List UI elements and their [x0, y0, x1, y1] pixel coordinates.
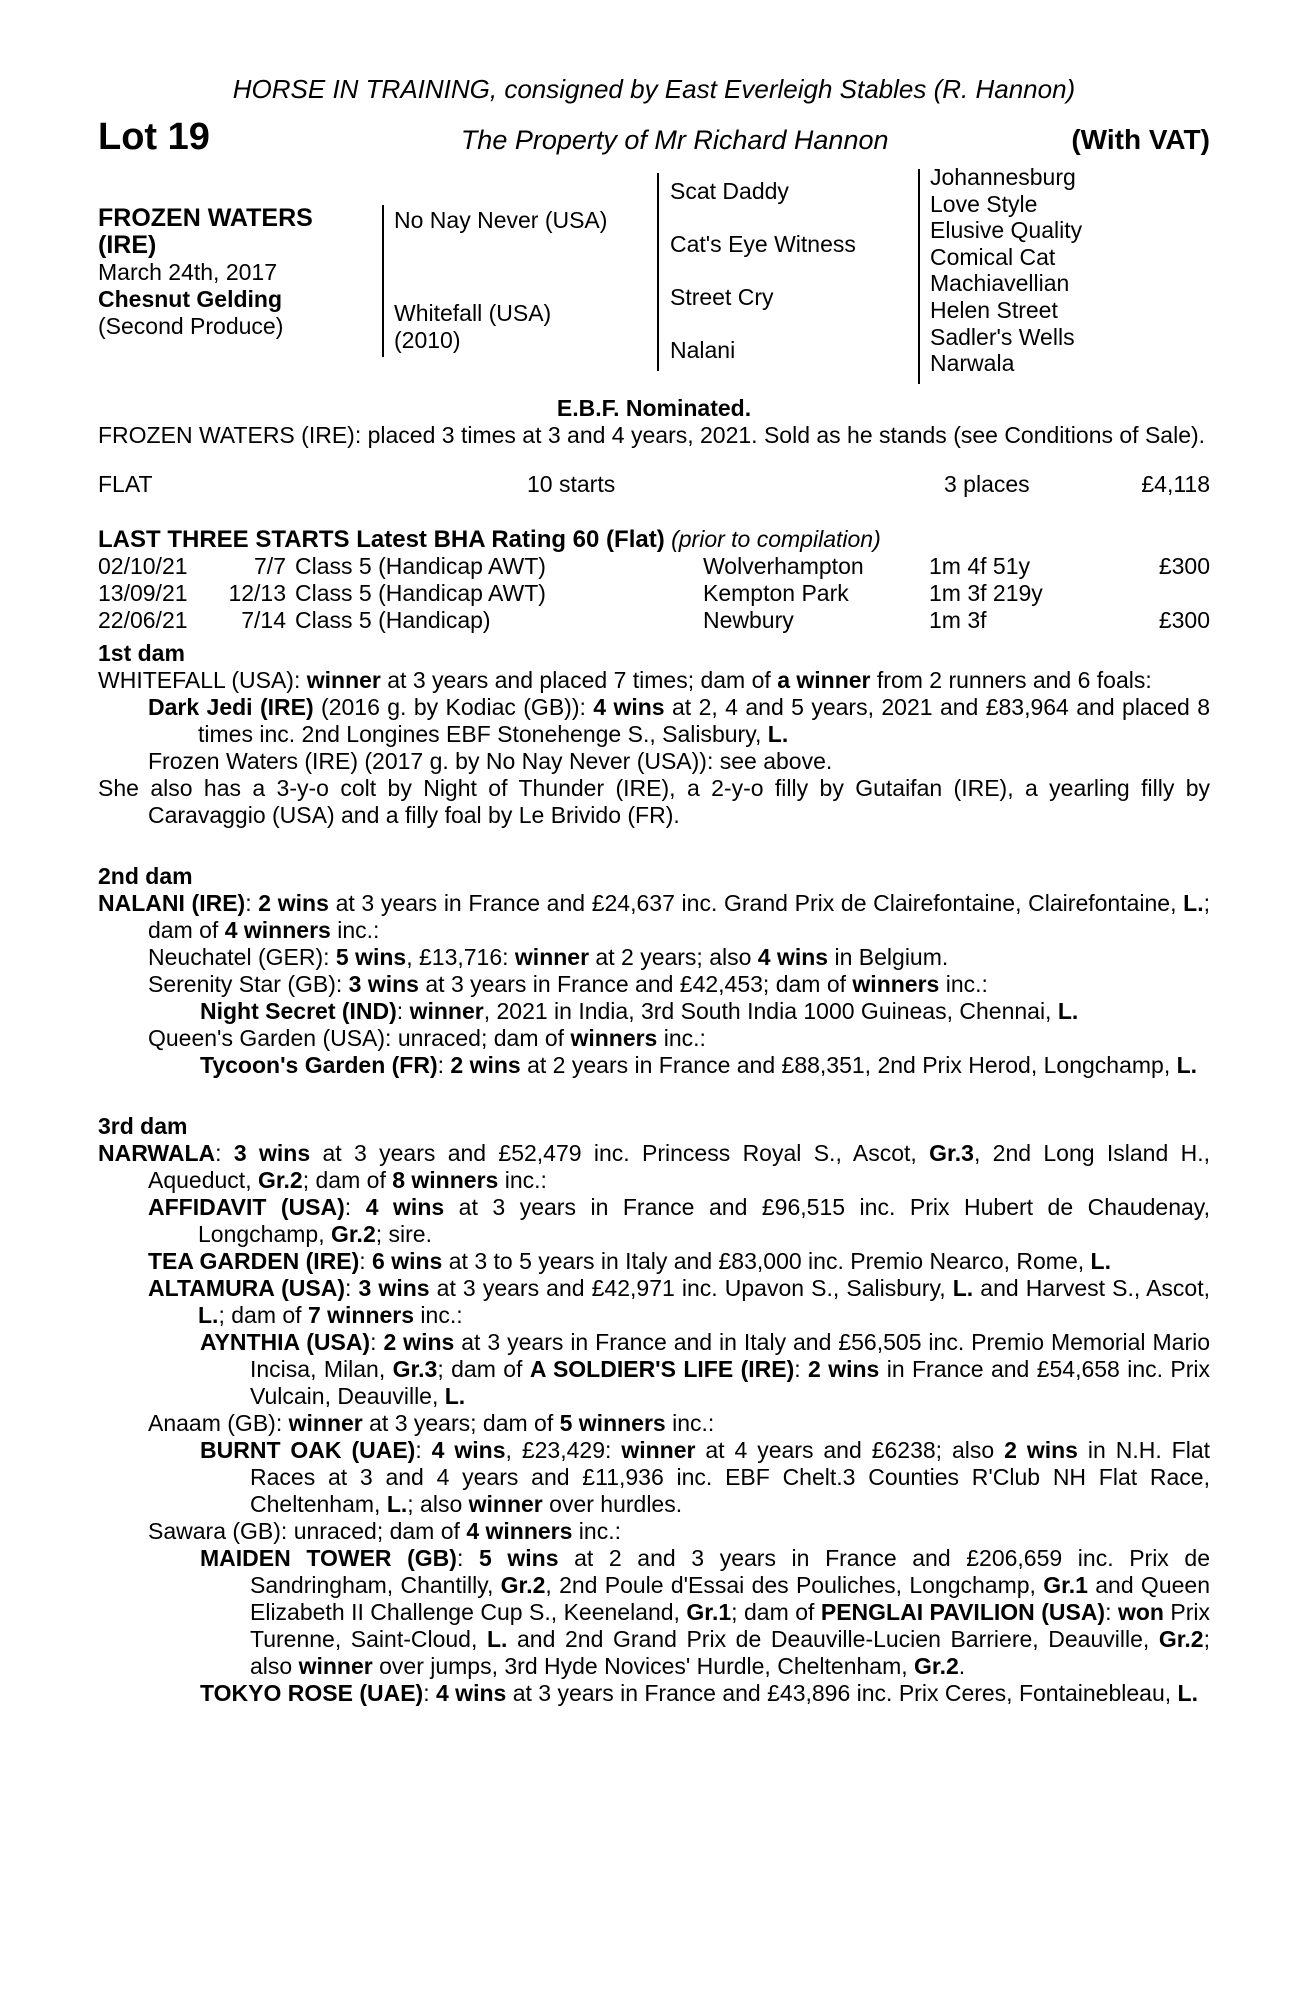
- dam-name: Whitefall (USA) (2010): [394, 300, 552, 353]
- text-run: Neuchatel (GER):: [148, 944, 336, 970]
- bold-text-run: AFFIDAVIT (USA): [148, 1194, 345, 1220]
- text-run: at 3 years and placed 7 times; dam of: [380, 667, 778, 693]
- bold-text-run: TOKYO ROSE (UAE): [200, 1680, 424, 1706]
- text-run: at 2 years; also: [589, 944, 758, 970]
- text-run: ; dam of: [437, 1356, 530, 1382]
- text-run: :: [396, 998, 410, 1024]
- text-run: in Belgium.: [828, 944, 949, 970]
- ebf-nominated-line: E.B.F. Nominated.: [556, 395, 752, 421]
- pedigree-paragraph: [98, 1248, 1210, 1275]
- bold-text-run: 5 winners: [559, 1410, 666, 1436]
- bold-text-run: NALANI (IRE): [98, 890, 246, 916]
- text-run: She also has a 3-y-o colt by Night of Thunder (IRE), a 2-y-o filly by Gutaifan (IRE), a yearling filly by Caravaggio (USA) and a filly foal by Le Brivido (FR).: [98, 775, 1210, 828]
- text-run: :: [423, 1680, 436, 1706]
- pedigree-paragraph: [98, 1194, 1210, 1248]
- bold-text-run: L.: [1090, 1248, 1111, 1274]
- record-type: FLAT: [98, 471, 153, 497]
- flat-record-row: [98, 471, 1210, 498]
- race-date: 02/10/21: [98, 553, 188, 579]
- sex-description: Chesnut Gelding: [98, 286, 282, 312]
- race-date: 13/09/21: [98, 580, 188, 606]
- bold-text-run: A SOLDIER'S LIFE (IRE): [529, 1356, 795, 1382]
- text-run: and 2nd Grand Prix de Deauville-Lucien Barriere, Deauville,: [507, 1626, 1159, 1652]
- pedigree-paragraph: [98, 1052, 1210, 1079]
- race-course: Wolverhampton: [703, 553, 864, 579]
- text-run: , 2nd Poule d'Essai des Pouliches, Longchamp,: [545, 1572, 1044, 1598]
- dam-sections: [98, 640, 1210, 1707]
- bold-text-run: L.: [198, 1302, 219, 1328]
- bold-text-run: 4 winners: [224, 917, 331, 943]
- text-run: over jumps, 3rd Hyde Novices' Hurdle, Cheltenham,: [372, 1653, 915, 1679]
- bold-text-run: L.: [767, 721, 789, 747]
- bold-text-run: Gr.2: [330, 1221, 376, 1247]
- race-row: [98, 553, 1210, 580]
- text-run: ; dam of: [148, 890, 1210, 943]
- text-run: inc.:: [939, 971, 988, 997]
- race-row: [98, 607, 1210, 634]
- bold-text-run: Gr.2: [257, 1167, 303, 1193]
- text-run: at 3 to 5 years in Italy and £83,000 inc. Premio Nearco, Rome,: [442, 1248, 1091, 1274]
- last-three-starts-table: [98, 553, 1210, 634]
- pedigree-table: [98, 161, 1210, 394]
- bold-text-run: PENGLAI PAVILION (USA): [820, 1599, 1106, 1625]
- prior-to-compilation-note: (prior to compilation): [671, 526, 881, 552]
- great-grandparent-name: Sadler's Wells: [930, 323, 1075, 350]
- text-run: , 2nd Long Island H., Aqueduct,: [148, 1140, 1210, 1193]
- text-run: :: [345, 1275, 359, 1301]
- bold-text-run: 2 wins: [1004, 1437, 1078, 1463]
- bold-text-run: winner: [514, 944, 590, 970]
- text-run: at 3 years in France and £96,515 inc. Prix Hubert de Chaudenay, Longchamp,: [198, 1194, 1210, 1247]
- great-grandparent-name: Helen Street: [930, 296, 1058, 323]
- bold-text-run: winner: [621, 1437, 696, 1463]
- bold-text-run: Gr.2: [1158, 1626, 1204, 1652]
- race-class: Class 5 (Handicap): [295, 607, 491, 633]
- pedigree-paragraph: [98, 667, 1210, 694]
- text-run: inc.:: [657, 1025, 706, 1051]
- grandparent-name: Scat Daddy: [670, 178, 789, 204]
- text-run: .: [958, 1653, 966, 1679]
- text-run: at 2 years in France and £88,351, 2nd Prix Herod, Longchamp,: [520, 1052, 1177, 1078]
- pedigree-paragraph: [98, 1410, 1210, 1437]
- text-run: at 3 years in France and in Italy and £56,505 inc. Premio Memorial Mario Incisa, Milan,: [250, 1329, 1211, 1382]
- bold-text-run: 3 wins: [348, 971, 419, 997]
- grandparent-name: Cat's Eye Witness: [670, 231, 856, 257]
- pedigree-grandparents-column: [670, 178, 910, 390]
- text-run: :: [359, 1248, 373, 1274]
- bold-text-run: 7 winners: [307, 1302, 415, 1328]
- text-run: at 3 years; dam of: [362, 1410, 560, 1436]
- text-run: at 2, 4 and 5 years, 2021 and £83,964 and placed 8 times inc. 2nd Longines EBF Stonehenge S., Salisbury,: [198, 694, 1210, 747]
- text-run: at 3 years in France and £24,637 inc. Grand Prix de Clairefontaine, Clairefontaine,: [328, 890, 1184, 916]
- text-run: :: [370, 1329, 384, 1355]
- text-run: inc.:: [414, 1302, 463, 1328]
- produce-note: (Second Produce): [98, 313, 284, 339]
- bold-text-run: 3 wins: [358, 1275, 430, 1301]
- bold-text-run: L.: [1176, 1052, 1198, 1078]
- text-run: , 2021 in India, 3rd South India 1000 Guineas, Chennai,: [483, 998, 1058, 1024]
- dam-section-heading: 2nd dam: [98, 863, 193, 889]
- foaling-date: March 24th, 2017: [98, 259, 278, 285]
- bold-text-run: 4 wins: [365, 1194, 445, 1220]
- last-three-starts-title: LAST THREE STARTS Latest BHA Rating 60 (Flat): [98, 526, 665, 553]
- text-run: and Queen Elizabeth II Challenge Cup S., Keeneland,: [250, 1572, 1210, 1625]
- pedigree-paragraph: [98, 1275, 1210, 1329]
- bold-text-run: Gr.2: [500, 1572, 546, 1598]
- text-run: in N.H. Flat Races at 3 and 4 years and £11,936 inc. EBF Chelt.3 Counties R'Club NH Flat Race, Cheltenham,: [250, 1437, 1211, 1517]
- text-run: inc.:: [330, 917, 380, 943]
- text-run: ; dam of: [731, 1599, 821, 1625]
- bold-text-run: winner: [468, 1491, 543, 1517]
- text-run: Serenity Star (GB):: [148, 971, 349, 997]
- great-grandparent-name: Comical Cat: [930, 243, 1056, 270]
- bold-text-run: Gr.1: [1043, 1572, 1088, 1598]
- text-run: WHITEFALL (USA):: [98, 667, 307, 693]
- text-run: at 3 years in France and £43,896 inc. Prix Ceres, Fontainebleau,: [506, 1680, 1178, 1706]
- great-grandparent-name: Machiavellian: [930, 270, 1070, 297]
- bold-text-run: BURNT OAK (UAE): [200, 1437, 416, 1463]
- bold-text-run: 4 wins: [436, 1680, 507, 1706]
- bold-text-run: Night Secret (IND): [200, 998, 397, 1024]
- property-line: The Property of Mr Richard Hannon: [460, 125, 889, 155]
- race-class: Class 5 (Handicap AWT): [295, 580, 546, 606]
- great-grandparent-name: Love Style: [930, 190, 1038, 217]
- pedigree-paragraph: [98, 971, 1210, 998]
- bold-text-run: winners: [570, 1025, 658, 1051]
- bold-text-run: Gr.1: [686, 1599, 732, 1625]
- bold-text-run: Gr.3: [392, 1356, 438, 1382]
- text-run: inc.:: [665, 1410, 715, 1436]
- bold-text-run: L.: [386, 1491, 408, 1517]
- bold-text-run: 2 wins: [450, 1052, 521, 1078]
- bold-text-run: winner: [306, 667, 381, 693]
- bold-text-run: L.: [1057, 998, 1079, 1024]
- bold-text-run: 4 winners: [466, 1518, 573, 1544]
- text-run: ; also: [407, 1491, 469, 1517]
- bold-text-run: ALTAMURA (USA): [148, 1275, 346, 1301]
- record-places: 3 places: [944, 471, 1030, 497]
- bold-text-run: L.: [1183, 890, 1204, 916]
- text-run: :: [456, 1545, 479, 1571]
- race-prize: £300: [1158, 607, 1210, 633]
- pedigree-paragraph: [98, 694, 1210, 748]
- pedigree-paragraph: [98, 748, 1210, 775]
- great-grandparent-name: Elusive Quality: [930, 217, 1083, 244]
- bold-text-run: 5 wins: [335, 944, 407, 970]
- text-run: :: [245, 890, 259, 916]
- last-three-starts-header: [98, 526, 1210, 553]
- bold-text-run: L.: [444, 1383, 466, 1409]
- text-run: ; also: [250, 1626, 1210, 1679]
- bold-text-run: MAIDEN TOWER (GB): [200, 1545, 457, 1571]
- bold-text-run: L.: [486, 1626, 508, 1652]
- text-run: at 3 years in France and £42,453; dam of: [418, 971, 853, 997]
- bold-text-run: winners: [852, 971, 940, 997]
- text-run: (2016 g. by Kodiac (GB)):: [313, 694, 594, 720]
- horse-name: FROZEN WATERS (IRE): [98, 204, 313, 259]
- pedigree-divider-1: [382, 205, 384, 357]
- pedigree-subject-column: [98, 205, 356, 340]
- text-run: :: [794, 1356, 809, 1382]
- bold-text-run: a winner: [777, 667, 871, 693]
- pedigree-paragraph: [98, 1140, 1210, 1194]
- bold-text-run: Dark Jedi (IRE): [148, 694, 314, 720]
- bold-text-run: 6 wins: [372, 1248, 443, 1274]
- pedigree-divider-2: [657, 173, 659, 371]
- text-run: from 2 runners and 6 foals:: [870, 667, 1152, 693]
- bold-text-run: Gr.2: [914, 1653, 959, 1679]
- text-run: :: [415, 1437, 432, 1463]
- text-run: at 4 years and £6238; also: [695, 1437, 1005, 1463]
- text-run: :: [344, 1194, 366, 1220]
- horse-description: [98, 422, 1210, 449]
- bold-text-run: 2 wins: [808, 1356, 880, 1382]
- text-run: Sawara (GB): unraced; dam of: [148, 1518, 467, 1544]
- sire-name: No Nay Never (USA): [394, 207, 608, 233]
- race-prize: £300: [1158, 553, 1210, 579]
- pedigree-paragraph: [98, 1025, 1210, 1052]
- bold-text-run: 2 wins: [258, 890, 329, 916]
- dam-section-heading: 1st dam: [98, 640, 185, 666]
- bold-text-run: AYNTHIA (USA): [200, 1329, 371, 1355]
- race-course: Newbury: [703, 607, 794, 633]
- bold-text-run: winner: [298, 1653, 373, 1679]
- bold-text-run: L.: [952, 1275, 974, 1301]
- text-run: at 3 years and £42,971 inc. Upavon S., Salisbury,: [429, 1275, 953, 1301]
- text-run: :: [215, 1140, 234, 1166]
- bold-text-run: winner: [409, 998, 484, 1024]
- race-position: 7/14: [241, 607, 286, 633]
- text-run: inc.:: [572, 1518, 621, 1544]
- text-run: at 2 and 3 years in France and £206,659 inc. Prix de Sandringham, Chantilly,: [250, 1545, 1210, 1598]
- bold-text-run: NARWALA: [98, 1140, 216, 1166]
- bold-text-run: 4 wins: [757, 944, 829, 970]
- text-run: over hurdles.: [542, 1491, 683, 1517]
- bold-text-run: 2 wins: [383, 1329, 455, 1355]
- pedigree-great-grandparents-column: [930, 164, 1082, 377]
- bold-text-run: 4 wins: [431, 1437, 506, 1463]
- text-run: at 3 years and £52,479 inc. Princess Royal S., Ascot,: [310, 1140, 930, 1166]
- vat-note: (With VAT): [1071, 124, 1210, 155]
- race-course: Kempton Park: [703, 580, 849, 606]
- record-earnings: £4,118: [1141, 471, 1210, 497]
- bold-text-run: won: [1117, 1599, 1164, 1625]
- bold-text-run: Gr.3: [929, 1140, 974, 1166]
- consignor-line: HORSE IN TRAINING, consigned by East Everleigh Stables (R. Hannon): [232, 74, 1076, 104]
- bold-text-run: 3 wins: [233, 1140, 311, 1166]
- pedigree-paragraph: [98, 890, 1210, 944]
- text-run: Prix Turenne, Saint-Cloud,: [250, 1599, 1211, 1652]
- text-run: ; sire.: [375, 1221, 432, 1247]
- pedigree-paragraph: [98, 1680, 1210, 1707]
- race-position: 12/13: [228, 580, 286, 606]
- bold-text-run: winner: [288, 1410, 363, 1436]
- race-distance: 1m 4f 51y: [929, 553, 1030, 579]
- pedigree-paragraph: [98, 1545, 1210, 1680]
- bold-text-run: 4 wins: [593, 694, 665, 720]
- race-date: 22/06/21: [98, 607, 188, 633]
- text-run: ; dam of: [302, 1167, 393, 1193]
- text-run: ; dam of: [218, 1302, 308, 1328]
- text-run: Queen's Garden (USA): unraced; dam of: [148, 1025, 571, 1051]
- great-grandparent-name: Johannesburg: [930, 164, 1076, 190]
- dam-section-heading: 3rd dam: [98, 1113, 188, 1139]
- grandparent-name: Nalani: [670, 337, 736, 363]
- bold-text-run: L.: [1177, 1680, 1198, 1706]
- bold-text-run: TEA GARDEN (IRE): [148, 1248, 360, 1274]
- great-grandparent-name: Narwala: [930, 350, 1015, 377]
- bold-text-run: 5 wins: [478, 1545, 559, 1571]
- description-paragraph: [98, 422, 1210, 449]
- race-class: Class 5 (Handicap AWT): [295, 553, 546, 579]
- text-run: , £23,429:: [505, 1437, 622, 1463]
- race-distance: 1m 3f 219y: [929, 580, 1043, 606]
- bold-text-run: 8 winners: [392, 1167, 499, 1193]
- dam-section: [98, 1113, 1210, 1707]
- pedigree-paragraph: [98, 944, 1210, 971]
- bold-text-run: Tycoon's Garden (FR): [200, 1052, 438, 1078]
- dam-section: [98, 640, 1210, 829]
- record-starts: 10 starts: [527, 471, 616, 497]
- race-distance: 1m 3f: [929, 607, 987, 633]
- pedigree-divider-3: [918, 169, 920, 384]
- text-run: Anaam (GB):: [148, 1410, 289, 1436]
- race-row: [98, 580, 1210, 607]
- text-run: in France and £54,658 inc. Prix Vulcain, Deauville,: [250, 1356, 1211, 1409]
- pedigree-paragraph: [98, 1518, 1210, 1545]
- pedigree-paragraph: [98, 775, 1210, 829]
- text-run: :: [1105, 1599, 1118, 1625]
- grandparent-name: Street Cry: [670, 284, 774, 310]
- text-run: Frozen Waters (IRE) (2017 g. by No Nay Never (USA)): see above.: [148, 748, 833, 774]
- text-run: and Harvest S., Ascot,: [973, 1275, 1210, 1301]
- dam-section: [98, 863, 1210, 1079]
- race-prize: [1120, 580, 1210, 607]
- text-run: FROZEN WATERS (IRE): placed 3 times at 3 and 4 years, 2021. Sold as he stands (see Conditions of Sale).: [98, 422, 1206, 448]
- lot-header-row: [98, 116, 1210, 159]
- text-run: inc.:: [498, 1167, 547, 1193]
- lot-number: Lot 19: [98, 116, 210, 158]
- pedigree-paragraph: [98, 1437, 1210, 1518]
- pedigree-paragraph: [98, 1329, 1210, 1410]
- race-position: 7/7: [254, 553, 286, 579]
- text-run: :: [437, 1052, 451, 1078]
- pedigree-paragraph: [98, 998, 1210, 1025]
- text-run: , £13,716:: [406, 944, 515, 970]
